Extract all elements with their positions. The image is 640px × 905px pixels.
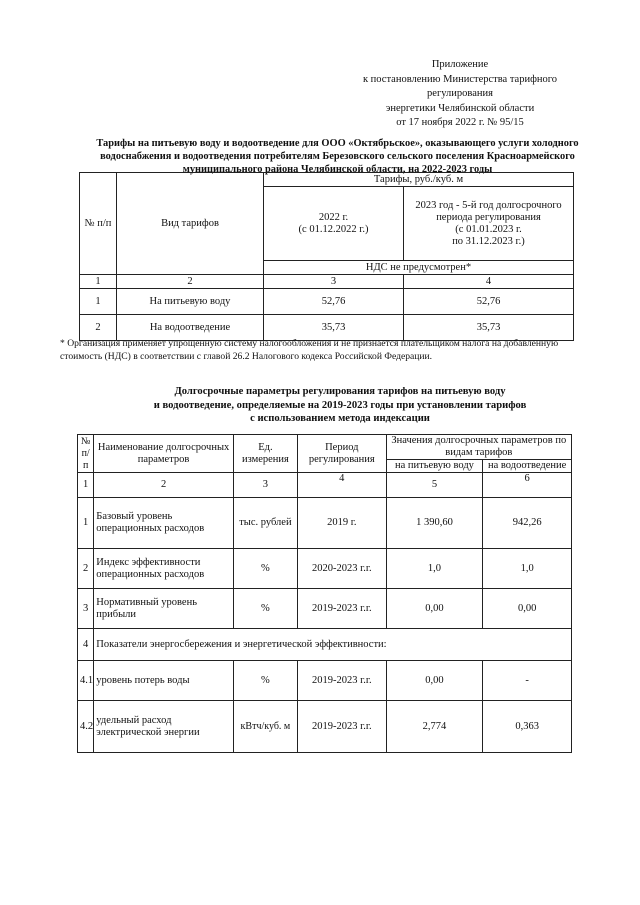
- params-table-title: [80, 385, 600, 426]
- table-row: 4.2 удельный расход электрической энергии кВтч/куб. м 2019-2023 г.г. 2,774 0,363: [78, 701, 572, 753]
- table-row: 4.1 уровень потерь воды % 2019-2023 г.г. 0,00 -: [78, 661, 572, 701]
- title-line: муниципального района Челябинской области, на 2022-2023 годы: [182, 164, 493, 175]
- title-line: Долгосрочные параметры регулирования тарифов на питьевую воду: [174, 386, 506, 397]
- col-number: 5: [386, 473, 483, 498]
- col-number: 2: [117, 275, 264, 289]
- appendix-line: регулирования: [427, 88, 493, 99]
- header-name: Наименование долгосрочных параметров: [94, 435, 234, 473]
- appendix-line: от 17 ноября 2022 г. № 95/15: [396, 117, 524, 128]
- col-number: 4: [297, 473, 386, 498]
- header-water: на питьевую воду: [386, 460, 483, 473]
- header-period: Период регулирования: [297, 435, 386, 473]
- col-number: 3: [233, 473, 297, 498]
- header-2023: 2023 год - 5-й год долгосрочного периода регулирования (с 01.01.2023 г. по 31.12.2023 г.): [404, 187, 574, 261]
- col-number: 4: [404, 275, 574, 289]
- header-num: № п/п: [80, 173, 117, 275]
- title-line: Тарифы на питьевую воду и водоотведение для ООО «Октябрьское», оказывающего услуги холодного: [96, 138, 579, 149]
- tariff-table-title: [60, 137, 615, 176]
- title-line: и водоотведение, определяемые на 2019-2023 годы при установлении тарифов: [153, 399, 527, 411]
- tariff-table: [79, 172, 574, 341]
- section-row: 4 Показатели энергосбережения и энергетической эффективности:: [78, 629, 572, 661]
- title-line: водоснабжения и водоотведения потребителям Березовского сельского поселения Красноармейского: [100, 151, 575, 162]
- header-tariffs: Тарифы, руб./куб. м: [264, 173, 574, 187]
- vat-footnote: * Организация применяет упрощенную систему налогообложения и не признается плательщиком налога на добавленную стоимость (НДС) в соответствии с главой 26.2 Налогового кодекса Российской Федерации.: [60, 338, 559, 362]
- header-type: Вид тарифов: [117, 173, 264, 275]
- header-unit: Ед. измерения: [233, 435, 297, 473]
- header-sewer: на водоотведение: [483, 460, 572, 473]
- header-num: № п/п: [78, 435, 94, 473]
- table-row: 2 На водоотведение 35,73 35,73: [80, 315, 574, 341]
- col-number: 1: [78, 473, 94, 498]
- header-values: Значения долгосрочных параметров по видам тарифов: [386, 435, 571, 460]
- appendix-block: [330, 58, 590, 131]
- header-vat: НДС не предусмотрен*: [264, 261, 574, 275]
- title-line: с использованием метода индексации: [250, 413, 430, 424]
- col-number: 6: [483, 473, 572, 498]
- params-table: [77, 434, 572, 753]
- col-number: 1: [80, 275, 117, 289]
- table-row: 1 Базовый уровень операционных расходов тыс. рублей 2019 г. 1 390,60 942,26: [78, 498, 572, 549]
- col-number: 3: [264, 275, 404, 289]
- table-row: 1 На питьевую воду 52,76 52,76: [80, 289, 574, 315]
- appendix-line: энергетики Челябинской области: [385, 102, 535, 114]
- col-number: 2: [94, 473, 234, 498]
- appendix-line: Приложение: [431, 59, 489, 70]
- table-row: 2 Индекс эффективности операционных расходов % 2020-2023 г.г. 1,0 1,0: [78, 549, 572, 589]
- table-row: 3 Нормативный уровень прибыли % 2019-2023 г.г. 0,00 0,00: [78, 589, 572, 629]
- header-2022: 2022 г. (с 01.12.2022 г.): [264, 187, 404, 261]
- appendix-line: к постановлению Министерства тарифного: [362, 73, 558, 85]
